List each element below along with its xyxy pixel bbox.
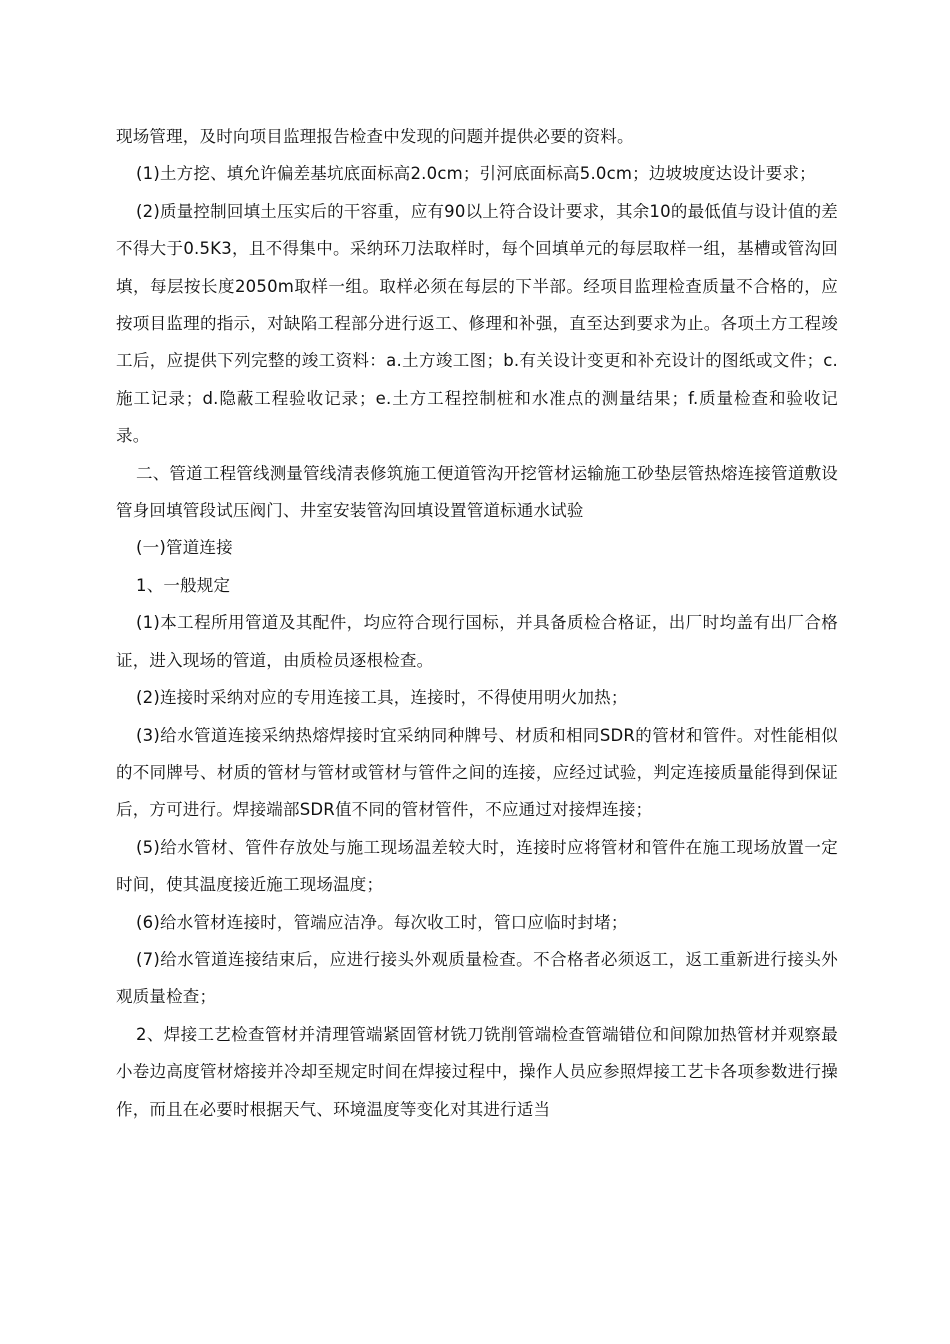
paragraph-connection-tools: (2)连接时采纳对应的专用连接工具，连接时，不得使用明火加热； (136, 688, 628, 708)
paragraph-temperature-difference: (5)给水管材、管件存放处与施工现场温差较大时，连接时应将管材和管件在施工现场放置一定时间，使其温度接近施工现场温度； (116, 837, 838, 895)
paragraph-site-management: 现场管理，及时向项目监理报告检查中发现的问题并提供必要的资料。 (116, 127, 634, 146)
document-body (116, 118, 838, 1128)
paragraph-backfill-quality: (2)质量控制回填土压实后的干容重，应有90以上符合设计要求，其余10的最低值与设计值的差不得大于0.5K3，且不得集中。采纳环刀法取样时，每个回填单元的每层取样一组，基槽或管沟回填，每层按长度2050m取样一组。取样必须在每层的下半部。经项目监理检查质量不合格的，应按项目监理的指示，对缺陷工程部分进行返工、修理和补强，直至达到要求为止。各项土方工程竣工后，应提供下列完整的竣工资料：a.土方竣工图；b.有关设计变更和补充设计的图纸或文件；c.施工记录；d.隐蔽工程验收记录；e.土方工程控制桩和水准点的测量结果；f.质量检查和验收记录。 (116, 201, 838, 446)
paragraph-earthwork-tolerance: (1)土方挖、填允许偏差基坑底面标高2.0cm；引河底面标高5.0cm；边坡坡度达设计要求； (136, 164, 816, 184)
paragraph-hot-melt-welding: (3)给水管道连接采纳热熔焊接时宜采纳同种牌号、材质和相同SDR的管材和管件。对性能相似的不同牌号、材质的管材与管材或管材与管件之间的连接，应经过试验，判定连接质量能得到保证后，方可进行。焊接端部SDR值不同的管材管件，不应通过对接焊连接； (116, 725, 838, 820)
paragraph-pipe-standards: (1)本工程所用管道及其配件，均应符合现行国标，并具备质检合格证，出厂时均盖有出厂合格证，进入现场的管道，由质检员逐根检查。 (116, 613, 838, 670)
subsection-heading-general-rules: 1、一般规定 (136, 575, 231, 595)
paragraph-pipe-cleanliness: (6)给水管材连接时，管端应洁净。每次收工时，管口应临时封堵； (136, 912, 628, 932)
paragraph-welding-process: 2、焊接工艺检查管材并清理管端紧固管材铣刀铣削管端检查管端错位和间隙加热管材并观察最小卷边高度管材熔接并冷却至规定时间在焊接过程中，操作人员应参照焊接工艺卡各项参数进行操作，而且在必要时根据天气、环境温度等变化对其进行适当 (116, 1024, 838, 1119)
section-heading-pipeline-works: 二、管道工程管线测量管线清表修筑施工便道管沟开挖管材运输施工砂垫层管热熔连接管道敷设管身回填管段试压阀门、井室安装管沟回填设置管道标通水试验 (116, 463, 838, 521)
subsection-heading-pipe-connection: (一)管道连接 (136, 538, 233, 558)
paragraph-joint-inspection: (7)给水管道连接结束后，应进行接头外观质量检查。不合格者必须返工，返工重新进行接头外观质量检查； (116, 949, 838, 1007)
